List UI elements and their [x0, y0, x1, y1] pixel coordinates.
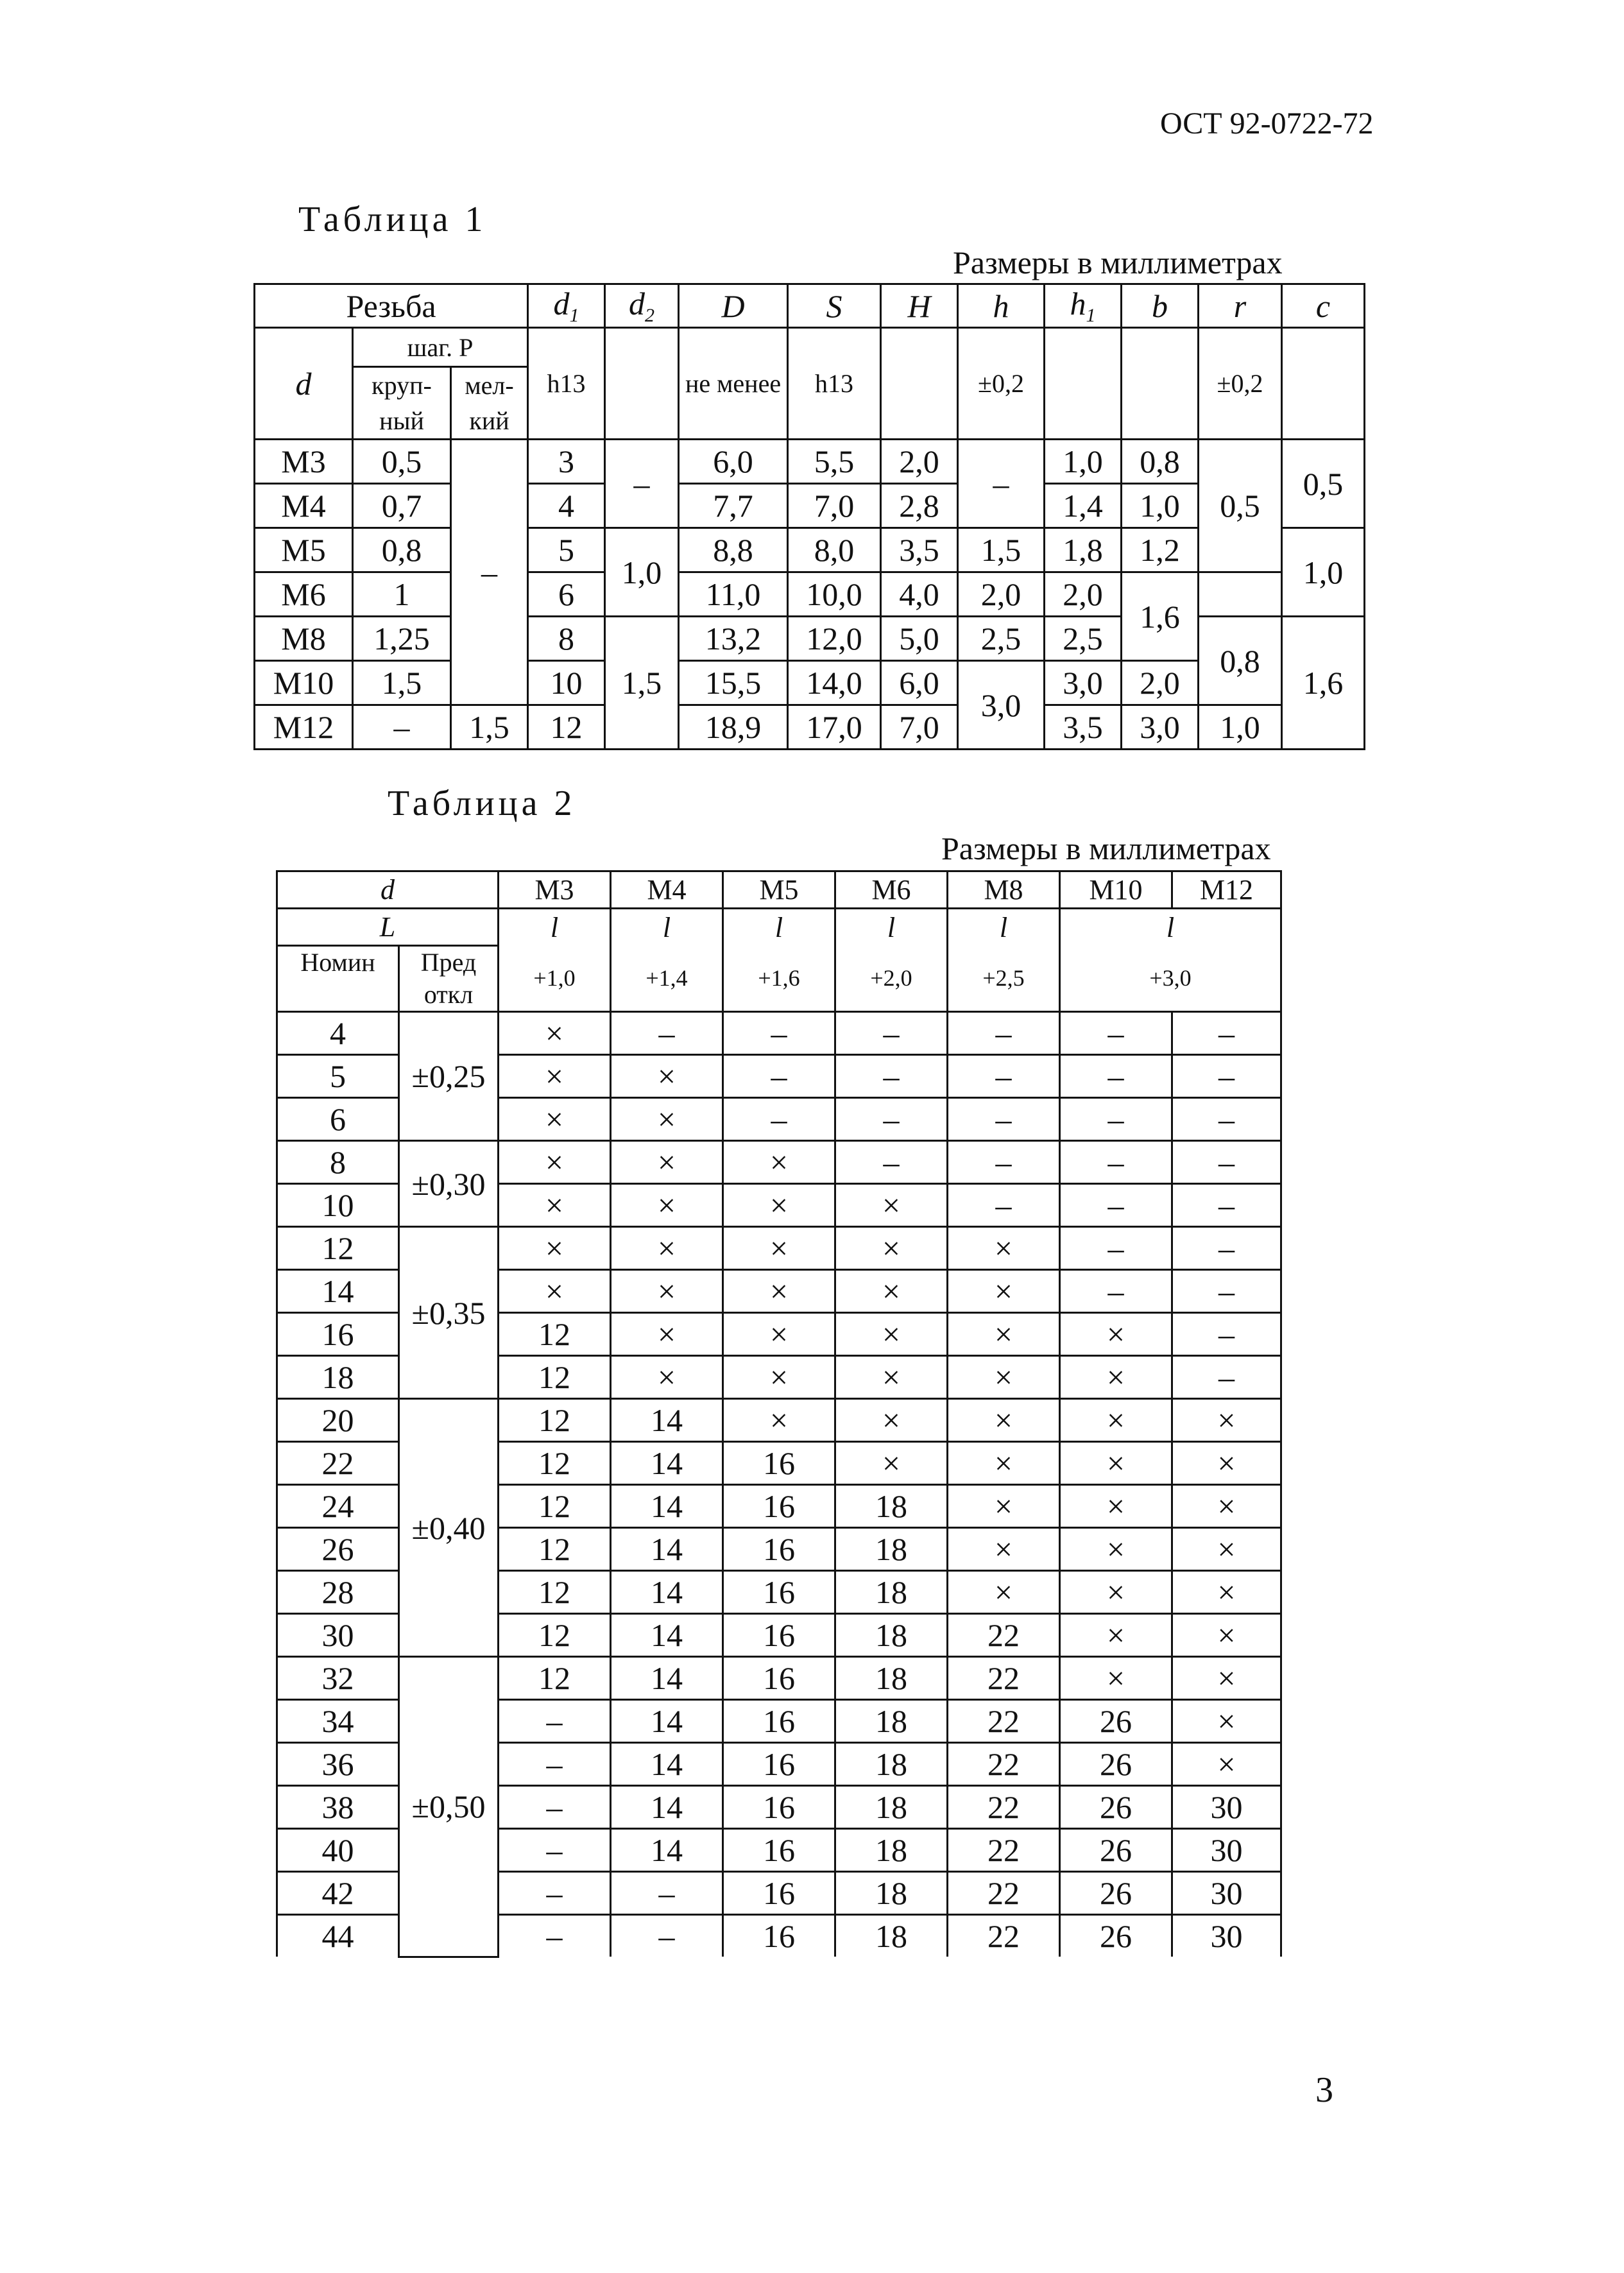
cell-value: 14 [611, 1786, 723, 1829]
size-m4: М4 [611, 871, 723, 909]
nominal-length: 5 [277, 1055, 399, 1098]
cell-value: × [948, 1270, 1060, 1313]
tol-m4: +1,4 [611, 946, 723, 1012]
cell-value: 26 [1060, 1700, 1172, 1743]
table-row [277, 1141, 1281, 1184]
cell-value: × [499, 1141, 611, 1184]
cell-value: 16 [723, 1485, 835, 1528]
cell-value: 18 [835, 1743, 948, 1786]
cell-value: × [835, 1313, 948, 1356]
header-deviation: Пред откл [399, 946, 499, 1012]
tol-D: не менее [679, 328, 788, 440]
cell-value: 16 [723, 1528, 835, 1571]
table-row: М10 1,5 10 15,5 14,0 6,0 3,0 3,0 2,0 [255, 661, 1365, 705]
table1-units: Размеры в миллиметрах [953, 244, 1283, 280]
cell-value: – [1060, 1227, 1172, 1270]
cell-value: × [611, 1055, 723, 1098]
cell-value: – [1060, 1184, 1172, 1227]
cell-value: 22 [948, 1786, 1060, 1829]
cell-value: × [611, 1227, 723, 1270]
header-h: h [958, 284, 1045, 328]
nominal-length: 22 [277, 1442, 399, 1485]
nominal-length: 40 [277, 1829, 399, 1872]
table2 [276, 870, 1282, 1958]
table1-title: Таблица 1 [298, 200, 487, 239]
cell-value: × [835, 1184, 948, 1227]
cell-value: 22 [948, 1700, 1060, 1743]
cell-value: – [835, 1098, 948, 1141]
cell-value: × [499, 1227, 611, 1270]
cell-value: × [1172, 1743, 1281, 1786]
header-L: L [277, 909, 499, 946]
cell-value: 12 [499, 1657, 611, 1700]
header-d: d [255, 328, 353, 440]
cell-value: × [835, 1399, 948, 1442]
cell-value: 18 [835, 1829, 948, 1872]
cell-value: × [948, 1227, 1060, 1270]
header-h1: $h_1$ [1045, 284, 1122, 328]
cell-value: × [499, 1270, 611, 1313]
cell-value: × [723, 1399, 835, 1442]
cell-value: × [723, 1141, 835, 1184]
header-l: l [723, 909, 835, 946]
nominal-length: 30 [277, 1614, 399, 1657]
cell-value: – [499, 1700, 611, 1743]
table-row: М12 – 1,5 12 18,9 17,0 7,0 3,5 3,0 1,0 [255, 705, 1365, 750]
cell-value: – [499, 1743, 611, 1786]
cell-value: – [948, 1141, 1060, 1184]
cell-value: 14 [611, 1442, 723, 1485]
tol-m3: +1,0 [499, 946, 611, 1012]
cell-value: 22 [948, 1872, 1060, 1915]
header-l: l [499, 909, 611, 946]
cell-value: × [948, 1528, 1060, 1571]
size-m10: М10 [1060, 871, 1172, 909]
header-pitch: шаг. P [353, 328, 528, 367]
cell-value: 30 [1172, 1829, 1281, 1872]
cell-value: 16 [723, 1442, 835, 1485]
size-m8: М8 [948, 871, 1060, 909]
cell-value: 30 [1172, 1915, 1281, 1957]
nominal-length: 44 [277, 1915, 399, 1957]
tol-h: ±0,2 [958, 328, 1045, 440]
cell-value: × [1172, 1485, 1281, 1528]
page-number: 3 [1315, 2070, 1333, 2110]
cell-value: – [1060, 1055, 1172, 1098]
cell-value: – [1172, 1356, 1281, 1399]
nominal-length: 24 [277, 1485, 399, 1528]
cell-value: – [835, 1141, 948, 1184]
cell-value: – [1172, 1184, 1281, 1227]
tol-m5: +1,6 [723, 946, 835, 1012]
cell-value: × [1060, 1614, 1172, 1657]
cell-value: – [1172, 1313, 1281, 1356]
cell-value: × [948, 1485, 1060, 1528]
cell-value: – [1172, 1141, 1281, 1184]
cell-value: × [723, 1270, 835, 1313]
nominal-length: 28 [277, 1571, 399, 1614]
cell-value: × [611, 1270, 723, 1313]
cell-value: 16 [723, 1786, 835, 1829]
table2-title: Таблица 2 [388, 784, 576, 823]
tol-d1: h13 [528, 328, 605, 440]
cell-value: × [611, 1184, 723, 1227]
cell-value: × [1172, 1614, 1281, 1657]
nominal-length: 20 [277, 1399, 399, 1442]
length-deviation: ±0,30 [399, 1141, 499, 1227]
cell-value: 12 [499, 1442, 611, 1485]
cell-value: × [1172, 1700, 1281, 1743]
cell-value: × [723, 1184, 835, 1227]
cell-value: – [835, 1012, 948, 1055]
cell-value: 16 [723, 1829, 835, 1872]
cell-value: 16 [723, 1915, 835, 1957]
cell-value: – [1172, 1227, 1281, 1270]
table-row: М8 1,25 8 1,5 13,2 12,0 5,0 2,5 2,5 0,8 1,6 [255, 617, 1365, 661]
header-d1: $d_1$ [528, 284, 605, 328]
cell-value: – [1172, 1098, 1281, 1141]
length-deviation: ±0,40 [399, 1399, 499, 1657]
cell-value: × [1172, 1399, 1281, 1442]
cell-value: × [499, 1184, 611, 1227]
cell-value: × [1060, 1313, 1172, 1356]
header-S: S [788, 284, 881, 328]
cell-value: 30 [1172, 1786, 1281, 1829]
cell-value: – [948, 1184, 1060, 1227]
tol-m8: +2,5 [948, 946, 1060, 1012]
cell-value: – [1060, 1012, 1172, 1055]
nominal-length: 38 [277, 1786, 399, 1829]
cell-value: 22 [948, 1829, 1060, 1872]
header-l: l [1060, 909, 1281, 946]
tol-m10-m12: +3,0 [1060, 946, 1281, 1012]
cell-value: 26 [1060, 1743, 1172, 1786]
cell-value: × [1172, 1657, 1281, 1700]
cell-value: – [1060, 1098, 1172, 1141]
cell-value: × [835, 1270, 948, 1313]
cell-value: × [948, 1356, 1060, 1399]
cell-value: × [1172, 1528, 1281, 1571]
cell-value: 26 [1060, 1829, 1172, 1872]
cell-value: 12 [499, 1528, 611, 1571]
nominal-length: 4 [277, 1012, 399, 1055]
size-m12: М12 [1172, 871, 1281, 909]
cell-value: × [835, 1356, 948, 1399]
nominal-length: 12 [277, 1227, 399, 1270]
header-d: d [277, 871, 499, 909]
header-c: c [1282, 284, 1365, 328]
header-b: b [1122, 284, 1199, 328]
table1 [253, 283, 1365, 750]
tol-m6: +2,0 [835, 946, 948, 1012]
nominal-length: 32 [277, 1657, 399, 1700]
header-H: H [881, 284, 958, 328]
cell-value: – [611, 1872, 723, 1915]
nominal-length: 10 [277, 1184, 399, 1227]
cell-value: 12 [499, 1614, 611, 1657]
cell-value: – [723, 1055, 835, 1098]
header-l: l [948, 909, 1060, 946]
cell-value: – [499, 1829, 611, 1872]
cell-value: 18 [835, 1700, 948, 1743]
nominal-length: 8 [277, 1141, 399, 1184]
nominal-length: 42 [277, 1872, 399, 1915]
cell-value: × [1060, 1528, 1172, 1571]
cell-value: × [1172, 1442, 1281, 1485]
cell-value: 18 [835, 1786, 948, 1829]
header-D: D [679, 284, 788, 328]
nominal-length: 26 [277, 1528, 399, 1571]
cell-value: 22 [948, 1915, 1060, 1957]
cell-value: 12 [499, 1485, 611, 1528]
header-fine: мел-кий [451, 367, 528, 440]
cell-value: × [1060, 1571, 1172, 1614]
cell-value: – [1172, 1055, 1281, 1098]
cell-value: 22 [948, 1743, 1060, 1786]
nominal-length: 18 [277, 1356, 399, 1399]
cell-value: × [1060, 1442, 1172, 1485]
cell-value: × [1060, 1657, 1172, 1700]
cell-value: – [835, 1055, 948, 1098]
cell-value: × [948, 1571, 1060, 1614]
cell-value: – [948, 1012, 1060, 1055]
cell-value: – [611, 1012, 723, 1055]
cell-value: 18 [835, 1528, 948, 1571]
document-code: ОСТ 92-0722-72 [1160, 107, 1374, 141]
cell-value: 14 [611, 1528, 723, 1571]
table-row [277, 1227, 1281, 1270]
cell-value: × [499, 1055, 611, 1098]
cell-value: × [611, 1356, 723, 1399]
cell-value: 26 [1060, 1872, 1172, 1915]
cell-value: – [499, 1786, 611, 1829]
cell-value: – [723, 1098, 835, 1141]
cell-value: – [1172, 1270, 1281, 1313]
table-row: М4 0,7 4 7,7 7,0 2,8 1,4 1,0 [255, 484, 1365, 528]
cell-value: × [611, 1313, 723, 1356]
cell-value: – [499, 1872, 611, 1915]
cell-value: 14 [611, 1571, 723, 1614]
cell-value: 16 [723, 1872, 835, 1915]
cell-value: 14 [611, 1485, 723, 1528]
table2-units: Размеры в миллиметрах [941, 830, 1271, 866]
cell-value: 22 [948, 1657, 1060, 1700]
cell-value: 12 [499, 1399, 611, 1442]
cell-value: × [723, 1356, 835, 1399]
cell-value: – [499, 1915, 611, 1957]
tol-S: h13 [788, 328, 881, 440]
table-row: М3 0,5 – 3 – 6,0 5,5 2,0 – 1,0 0,8 0,5 0,5 [255, 440, 1365, 484]
header-r: r [1199, 284, 1282, 328]
header-d2: $d_2$ [605, 284, 679, 328]
size-m5: М5 [723, 871, 835, 909]
header-coarse: круп-ный [353, 367, 451, 440]
cell-value: 18 [835, 1571, 948, 1614]
nominal-length: 34 [277, 1700, 399, 1743]
header-l: l [835, 909, 948, 946]
cell-value: 26 [1060, 1786, 1172, 1829]
cell-value: 22 [948, 1614, 1060, 1657]
cell-value: 18 [835, 1657, 948, 1700]
cell-value: 14 [611, 1399, 723, 1442]
cell-value: 18 [835, 1915, 948, 1957]
cell-value: 14 [611, 1614, 723, 1657]
cell-value: 16 [723, 1700, 835, 1743]
table-row: М5 0,8 5 1,0 8,8 8,0 3,5 1,5 1,8 1,2 1,0 [255, 528, 1365, 572]
header-nominal: Номин [277, 946, 399, 1012]
cell-value: 12 [499, 1313, 611, 1356]
cell-value: × [948, 1442, 1060, 1485]
cell-value: × [1172, 1571, 1281, 1614]
cell-value: – [948, 1055, 1060, 1098]
table-row [277, 1399, 1281, 1442]
cell-value: × [1060, 1356, 1172, 1399]
cell-value: × [948, 1399, 1060, 1442]
cell-value: × [1060, 1399, 1172, 1442]
cell-value: 16 [723, 1657, 835, 1700]
cell-value: × [499, 1098, 611, 1141]
length-deviation: ±0,50 [399, 1657, 499, 1957]
size-m3: М3 [499, 871, 611, 909]
cell-value: 18 [835, 1872, 948, 1915]
cell-value: × [835, 1227, 948, 1270]
cell-value: × [499, 1012, 611, 1055]
table-row [277, 1012, 1281, 1055]
cell-value: × [611, 1098, 723, 1141]
cell-value: × [723, 1227, 835, 1270]
cell-value: × [948, 1313, 1060, 1356]
cell-value: – [723, 1012, 835, 1055]
cell-value: 18 [835, 1485, 948, 1528]
length-deviation: ±0,25 [399, 1012, 499, 1141]
table-row [277, 1657, 1281, 1700]
size-m6: М6 [835, 871, 948, 909]
cell-value: – [1060, 1141, 1172, 1184]
cell-value: × [835, 1442, 948, 1485]
cell-value: 14 [611, 1657, 723, 1700]
nominal-length: 6 [277, 1098, 399, 1141]
cell-value: 14 [611, 1700, 723, 1743]
nominal-length: 14 [277, 1270, 399, 1313]
cell-value: 16 [723, 1614, 835, 1657]
cell-value: – [948, 1098, 1060, 1141]
nominal-length: 36 [277, 1743, 399, 1786]
cell-value: 16 [723, 1571, 835, 1614]
header-thread: Резьба [255, 284, 528, 328]
cell-value: 12 [499, 1356, 611, 1399]
header-l: l [611, 909, 723, 946]
cell-value: 16 [723, 1743, 835, 1786]
table-row: М6 1 6 11,0 10,0 4,0 2,0 2,0 1,6 [255, 572, 1365, 617]
nominal-length: 16 [277, 1313, 399, 1356]
tol-r: ±0,2 [1199, 328, 1282, 440]
cell-value: 30 [1172, 1872, 1281, 1915]
cell-value: 26 [1060, 1915, 1172, 1957]
cell-value: × [611, 1141, 723, 1184]
length-deviation: ±0,35 [399, 1227, 499, 1399]
cell-value: × [1060, 1485, 1172, 1528]
cell-value: 14 [611, 1743, 723, 1786]
cell-value: – [1172, 1012, 1281, 1055]
cell-value: 12 [499, 1571, 611, 1614]
cell-value: – [611, 1915, 723, 1957]
cell-value: 14 [611, 1829, 723, 1872]
cell-value: × [723, 1313, 835, 1356]
cell-value: 18 [835, 1614, 948, 1657]
cell-value: – [1060, 1270, 1172, 1313]
